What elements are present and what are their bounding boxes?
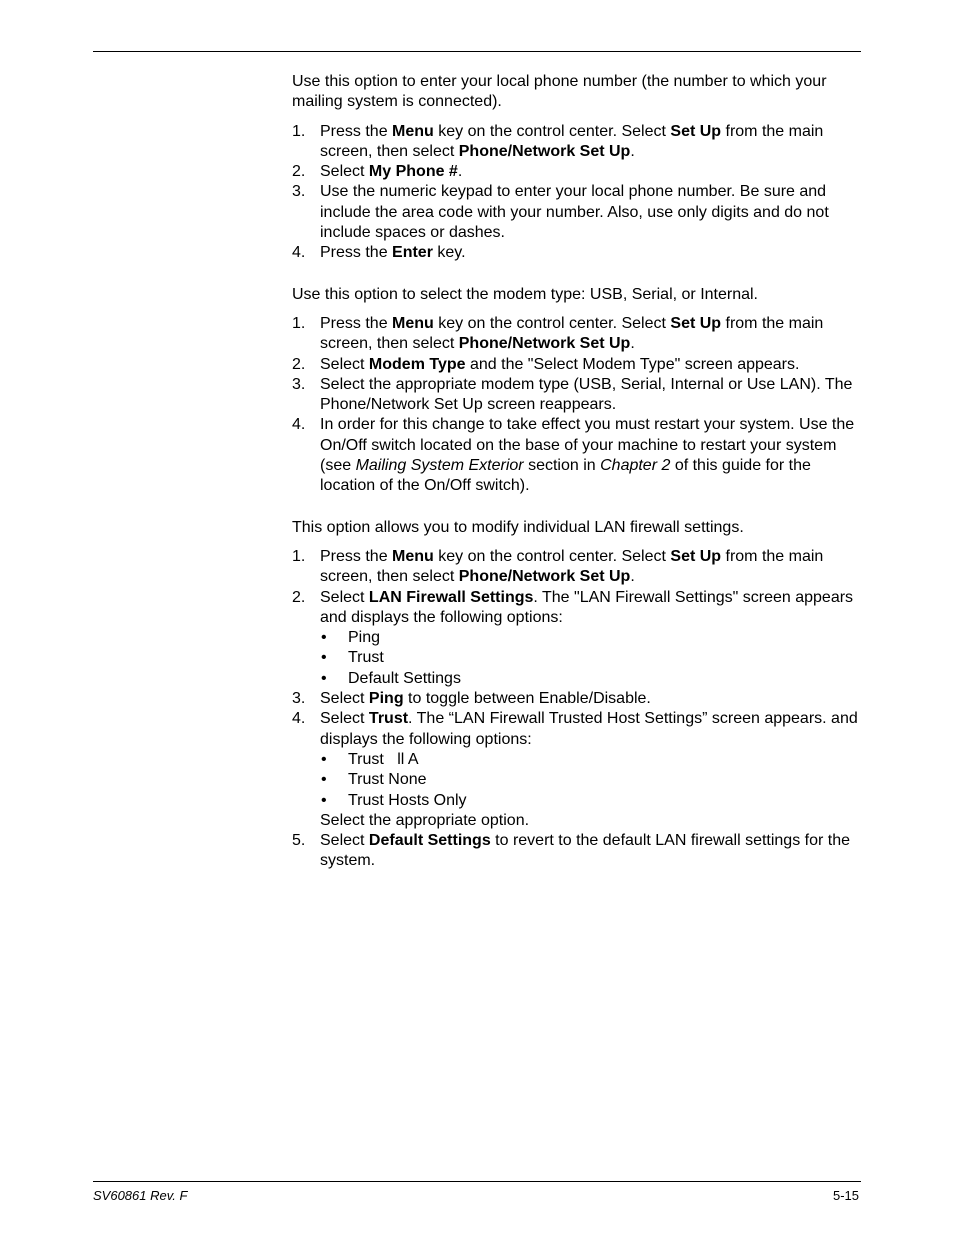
step-list	[292, 314, 862, 497]
step-text: Select	[320, 588, 369, 606]
step-text: to revert to the default LAN firewall settings for the system.	[320, 832, 851, 870]
section-intro: This option allows you to modify individual LAN firewall settings.	[292, 518, 744, 536]
menu-name: LAN Firewall Settings	[368, 588, 534, 606]
key-name: Menu	[392, 314, 434, 332]
option-item	[320, 770, 862, 790]
step-item	[292, 547, 862, 588]
step-text: Select	[320, 355, 369, 373]
step-item	[292, 243, 862, 263]
menu-name: My Phone #	[368, 163, 458, 181]
footer-rule	[93, 1181, 861, 1182]
step-text: .	[457, 163, 463, 181]
step-text: Select	[320, 163, 369, 181]
key-name: Menu	[392, 547, 434, 565]
bullet-icon: •	[321, 649, 327, 667]
step-text: key.	[432, 244, 466, 262]
menu-name: Phone/Network Set Up	[458, 142, 631, 160]
step-text: section in	[523, 457, 601, 475]
menu-name: Phone/Network Set Up	[458, 335, 631, 353]
option-label: Trust Hosts Only	[348, 791, 467, 809]
step-text: Press the	[320, 244, 393, 262]
step-item	[292, 831, 862, 872]
step-text: key on the control center. Select	[433, 122, 671, 140]
section-intro: Use this option to enter your local phone number (the number to which your mailing system is connected).	[292, 73, 827, 111]
option-list	[320, 750, 862, 811]
step-item	[292, 162, 862, 182]
step-item	[292, 122, 862, 163]
option-label: Trust ll A	[348, 750, 419, 768]
step-text: .	[630, 335, 635, 353]
step-text: .	[630, 142, 635, 160]
option-item	[320, 791, 862, 811]
step-text: Press the	[320, 122, 393, 140]
step-text: Press the	[320, 314, 393, 332]
bullet-icon: •	[321, 771, 327, 789]
header-rule	[93, 51, 861, 52]
step-number: 2.	[292, 163, 306, 181]
menu-name: Set Up	[670, 547, 722, 565]
step-item	[292, 314, 862, 355]
key-name: Enter	[392, 244, 433, 262]
step-text: of this guide for the location of the On/Off switch).	[320, 457, 811, 495]
step-text: from the main screen, then select	[320, 314, 824, 353]
menu-name: Set Up	[670, 314, 722, 332]
option-label: Trust None	[348, 771, 427, 789]
step-text: . The "LAN Firewall Settings" screen appears and displays the following options:	[320, 588, 854, 626]
step-text: key on the control center. Select	[433, 547, 671, 565]
step-number: 5.	[292, 832, 306, 850]
page-number: 5-15	[832, 1188, 859, 1203]
step-item	[292, 588, 862, 689]
menu-name: Default Settings	[368, 832, 491, 850]
bullet-icon: •	[321, 629, 327, 647]
step-number: 4.	[292, 416, 306, 434]
step-number: 4.	[292, 710, 306, 728]
option-label: Trust	[348, 649, 384, 667]
step-list	[292, 122, 862, 264]
step-item	[292, 182, 862, 243]
cross-reference: Mailing System Exterior	[355, 457, 524, 475]
menu-name: Trust	[368, 710, 409, 728]
page-content	[292, 72, 862, 872]
step-item	[292, 375, 862, 416]
step-item	[292, 689, 862, 709]
step-number: 2.	[292, 355, 306, 373]
step-text: Select	[320, 710, 369, 728]
option-label: Default Settings	[348, 669, 461, 687]
step-number: 1.	[292, 314, 306, 332]
menu-name: Ping	[368, 690, 404, 708]
step-number: 4.	[292, 244, 306, 262]
bullet-icon: •	[321, 750, 327, 768]
menu-name: Phone/Network Set Up	[458, 568, 631, 586]
option-item	[320, 648, 862, 668]
step-text: Select the appropriate modem type (USB, Serial, Internal or Use LAN). The Phone/Network Set Up screen reappears.	[320, 375, 853, 414]
step-text: Use the numeric keypad to enter your local phone number. Be sure and include the area code with your number. Also, use only digits and do not include spaces or dashes.	[320, 183, 829, 242]
step-text: to toggle between Enable/Disable.	[403, 690, 651, 708]
step-text: . The “LAN Firewall Trusted Host Settings” screen appears. and displays the following options:	[320, 710, 858, 748]
option-list	[320, 628, 862, 689]
step-text: from the main screen, then select	[320, 547, 824, 586]
step-text: from the main screen, then select	[320, 122, 824, 160]
option-label: Ping	[348, 629, 381, 647]
key-name: Menu	[392, 122, 434, 140]
bullet-icon: •	[321, 791, 327, 809]
step-text: and the "Select Modem Type" screen appears.	[465, 355, 800, 373]
option-item	[320, 750, 862, 770]
step-item	[292, 355, 862, 375]
step-number: 3.	[292, 375, 306, 393]
option-item	[320, 669, 862, 689]
document-id: SV60861 Rev. F	[93, 1188, 188, 1203]
step-number: 3.	[292, 183, 306, 201]
step-text: key on the control center. Select	[433, 314, 671, 332]
step-number: 3.	[292, 690, 306, 708]
section-my-phone	[292, 72, 862, 264]
step-text: In order for this change to take effect you must restart your system. Use the On/Off switch located on the base of your machine to restart your system (see	[320, 416, 855, 475]
option-item	[320, 628, 862, 648]
section-lan-firewall	[292, 518, 862, 872]
step-number: 1.	[292, 547, 306, 565]
bullet-icon: •	[321, 669, 327, 687]
step-text: Press the	[320, 547, 393, 565]
step-followup: Select the appropriate option.	[320, 811, 530, 829]
step-text: Select	[320, 832, 369, 850]
step-number: 1.	[292, 122, 306, 140]
menu-name: Set Up	[670, 122, 722, 140]
section-intro: Use this option to select the modem type: USB, Serial, or Internal.	[292, 285, 758, 303]
step-list	[292, 547, 862, 872]
step-text: .	[630, 568, 635, 586]
cross-reference: Chapter 2	[600, 457, 671, 475]
step-item	[292, 415, 862, 496]
step-number: 2.	[292, 588, 306, 606]
section-modem-type	[292, 285, 862, 497]
menu-name: Modem Type	[368, 355, 466, 373]
step-item	[292, 709, 862, 831]
step-text: Select	[320, 690, 369, 708]
